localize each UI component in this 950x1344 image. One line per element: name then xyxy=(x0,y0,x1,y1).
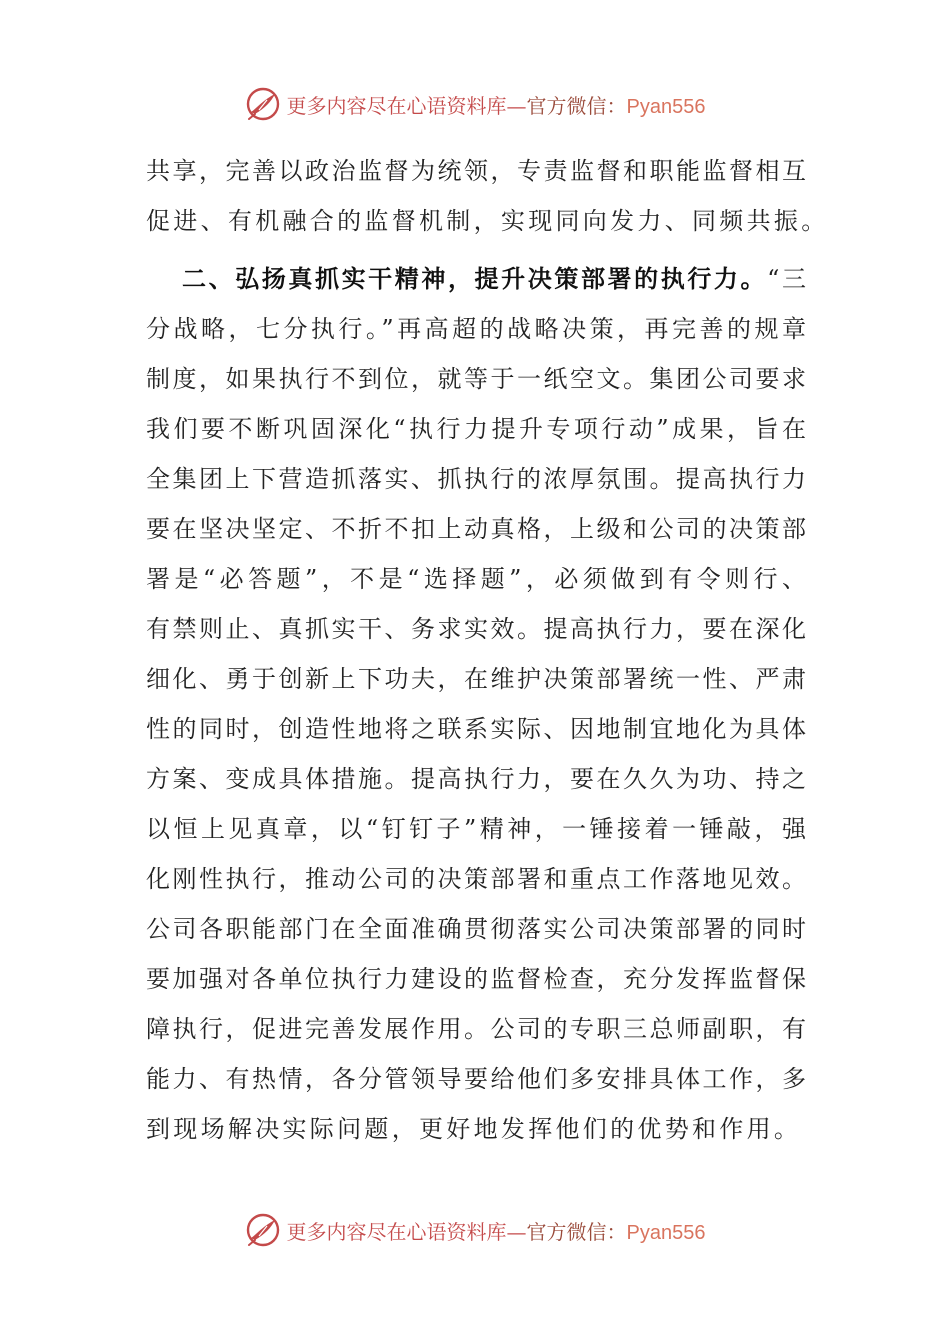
text-line: 要在坚决坚定、不折不扣上动真格，上级和公司的决策部 xyxy=(146,515,806,543)
text-line: 化刚性执行，推动公司的决策部署和重点工作落地见效。 xyxy=(146,865,806,893)
text-line: 到现场解决实际问题，更好地发挥他们的优势和作用。 xyxy=(146,1115,802,1143)
text-line: 能力、有热情，各分管领导要给他们多安排具体工作，多 xyxy=(146,1065,806,1093)
pen-nib-logo-icon xyxy=(245,1212,281,1248)
text-line: 方案、变成具体措施。提高执行力，要在久久为功、持之 xyxy=(146,765,806,793)
pen-nib-logo-icon xyxy=(245,86,281,122)
text-line: 障执行，促进完善发展作用。公司的专职三总师副职，有 xyxy=(146,1015,806,1043)
text-line: 以恒上见真章，以“钉钉子”精神，一锤接着一锤敲，强 xyxy=(146,815,806,843)
text-line: 我们要不断巩固深化“执行力提升专项行动”成果，旨在 xyxy=(146,415,806,443)
text-line: 促进、有机融合的监督机制，实现同向发力、同频共振。 xyxy=(146,207,829,235)
text-line: 分战略，七分执行。”再高超的战略决策，再完善的规章 xyxy=(146,315,806,343)
paragraph-2 xyxy=(146,254,806,1154)
text-line: 全集团上下营造抓落实、抓执行的浓厚氛围。提高执行力 xyxy=(146,465,806,493)
text-line: 共享，完善以政治监督为统领，专责监督和职能监督相互 xyxy=(146,157,806,185)
document-body xyxy=(146,146,829,1154)
banner-main-text: 更多内容尽在心语资料库 xyxy=(286,93,507,118)
banner-dash: — xyxy=(506,93,527,118)
text-line: 要加强对各单位执行力建设的监督检查，充分发挥监督保 xyxy=(146,965,806,993)
banner-dash: — xyxy=(506,1219,527,1244)
banner-sub-text: 官方微信： xyxy=(526,1219,627,1244)
banner-wechat-id: Pyan556 xyxy=(626,1221,706,1244)
text-line: 制度，如果执行不到位，就等于一纸空文。集团公司要求 xyxy=(146,365,806,393)
heading-tail-text: “三 xyxy=(767,265,806,293)
footer-watermark-banner xyxy=(0,1210,950,1250)
text-line: 有禁则止、真抓实干、务求实效。提高执行力，要在深化 xyxy=(146,615,806,643)
paragraph-1 xyxy=(146,146,829,246)
text-line: 公司各职能部门在全面准确贯彻落实公司决策部署的同时 xyxy=(146,915,806,943)
text-line: 性的同时，创造性地将之联系实际、因地制宜地化为具体 xyxy=(146,715,806,743)
section-heading-line xyxy=(146,254,806,304)
section-heading: 二、弘扬真抓实干精神，提升决策部署的执行力。 xyxy=(182,264,768,293)
banner-main-text: 更多内容尽在心语资料库 xyxy=(286,1219,507,1244)
header-watermark-banner xyxy=(0,84,950,124)
banner-wechat-id: Pyan556 xyxy=(626,95,706,118)
text-line: 署是“必答题”，不是“选择题”，必须做到有令则行、 xyxy=(146,565,806,593)
text-line: 细化、勇于创新上下功夫，在维护决策部署统一性、严肃 xyxy=(146,665,806,693)
banner-sub-text: 官方微信： xyxy=(526,93,627,118)
